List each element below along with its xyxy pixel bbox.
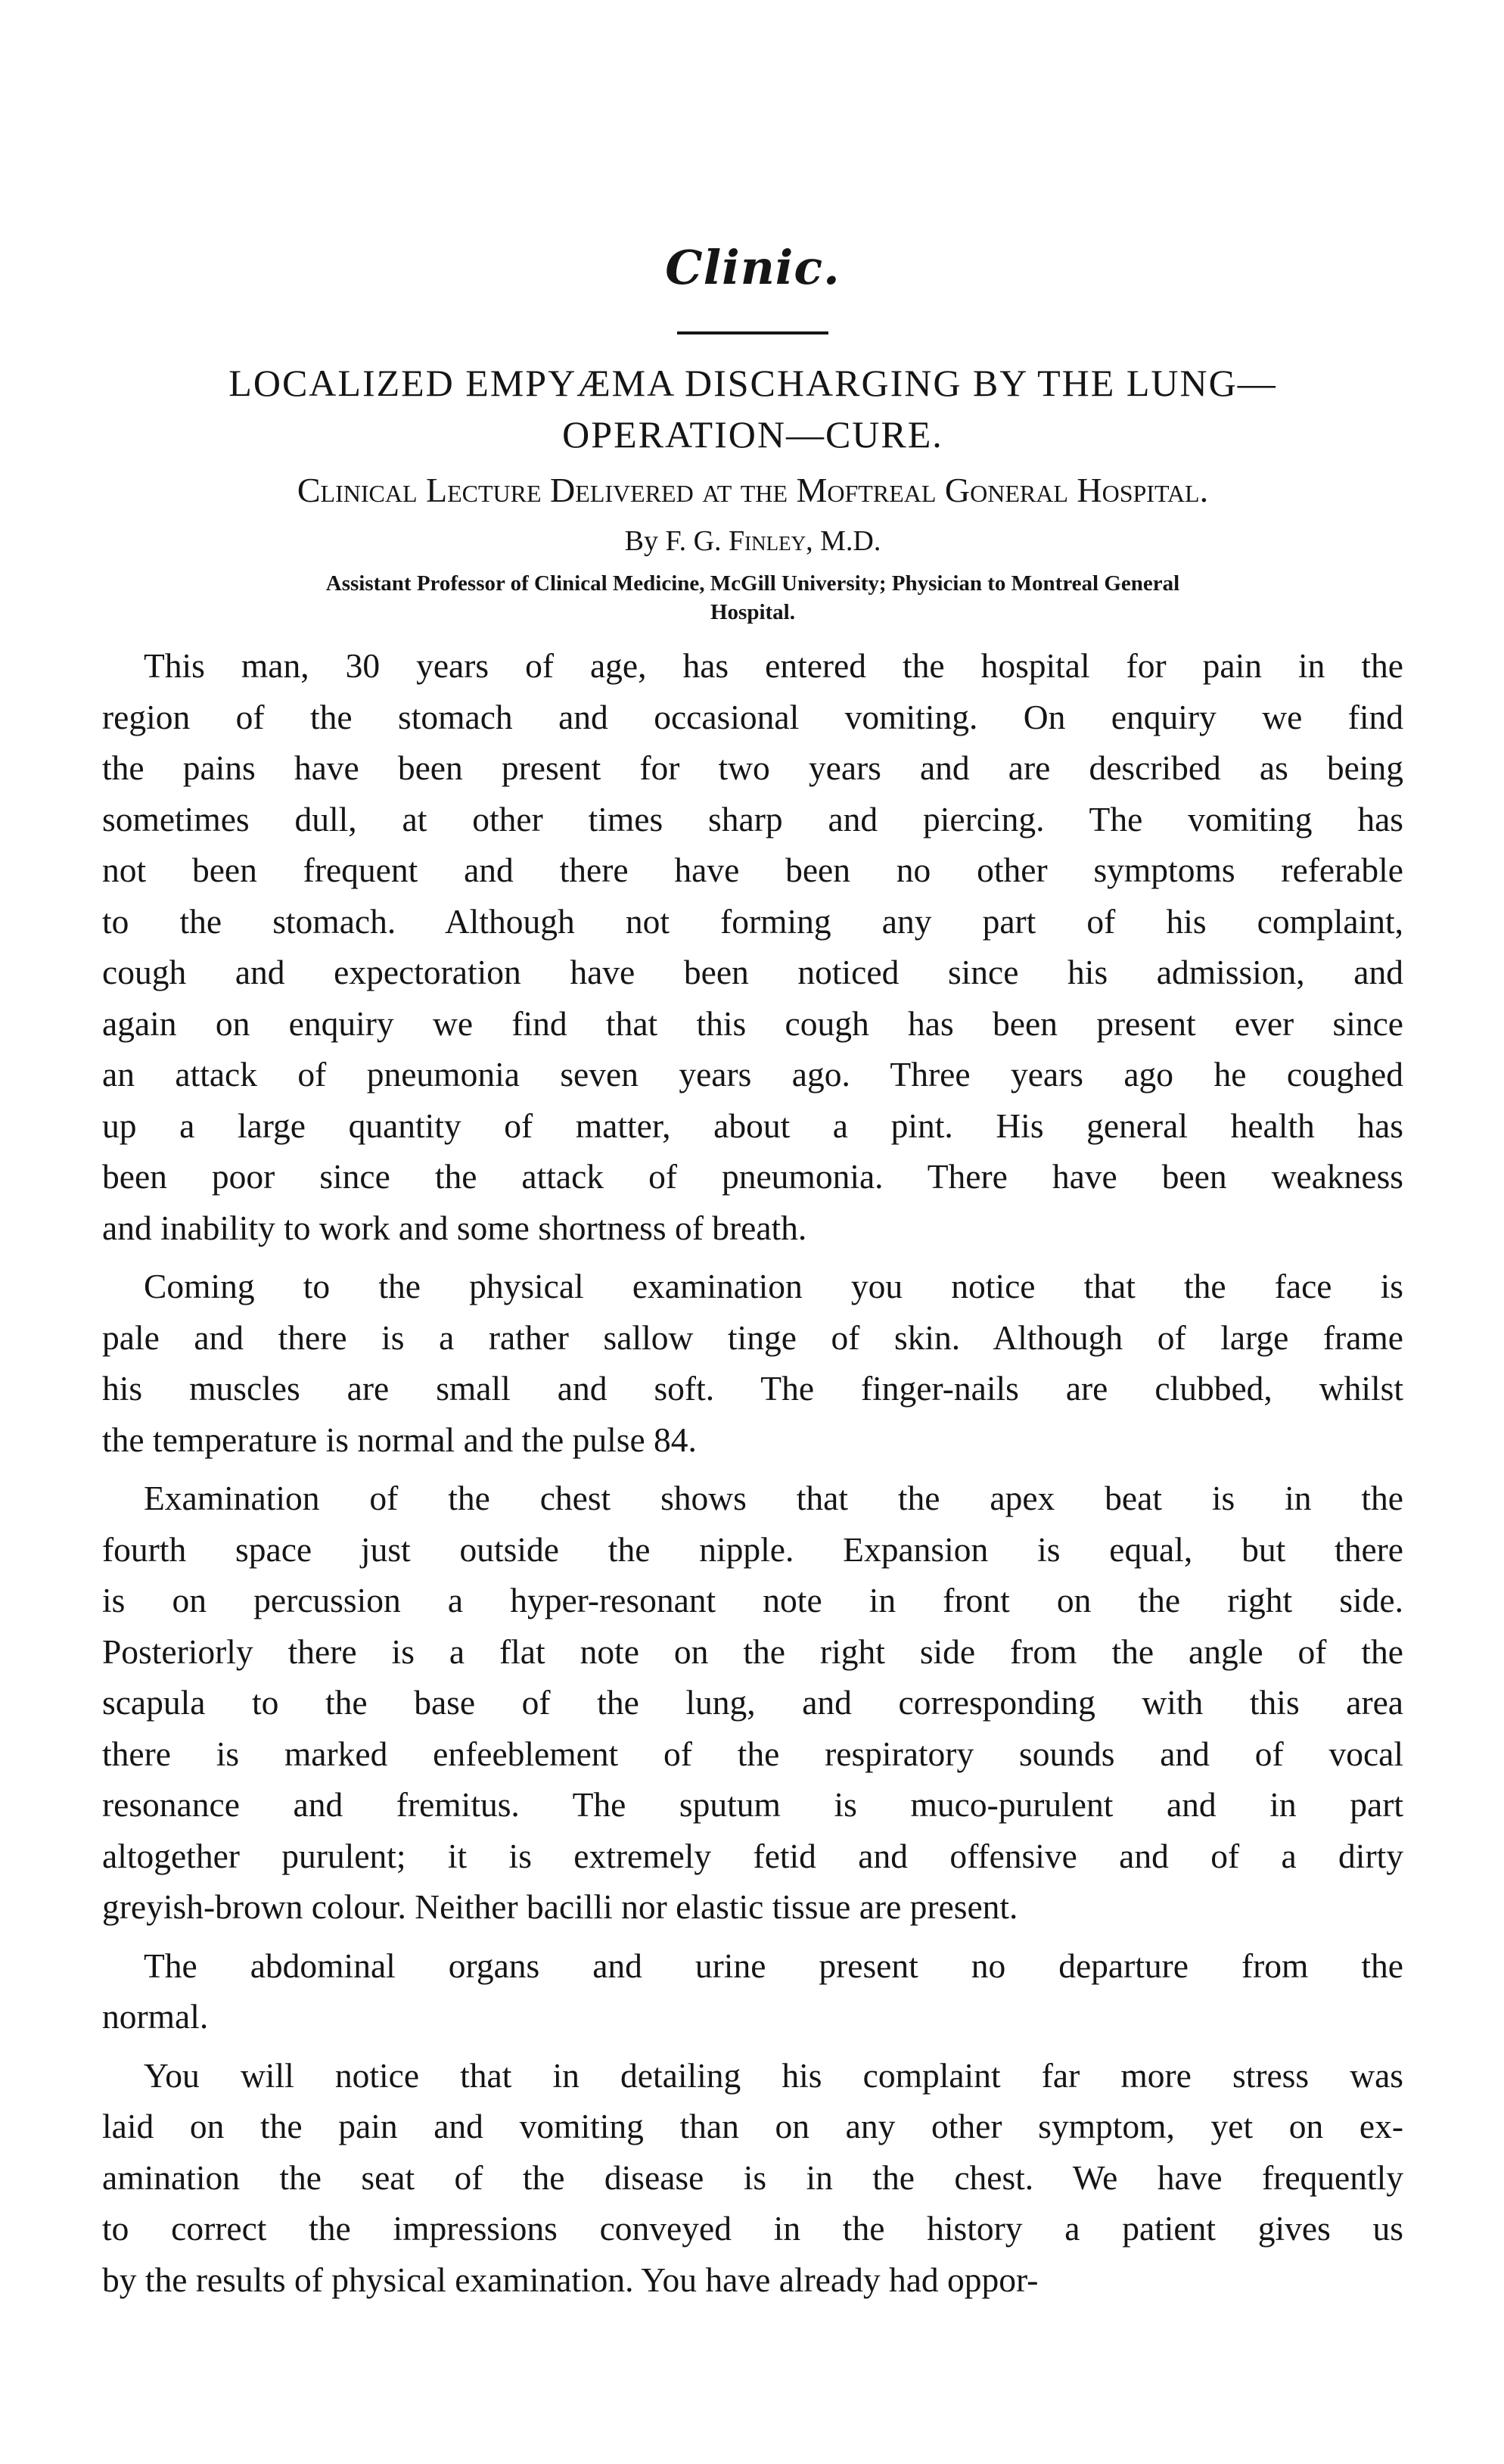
text-line: cough and expectoration have been noticed since his admission, and xyxy=(102,953,1403,992)
paragraph xyxy=(102,1261,1403,1465)
text-line: The abdominal organs and urine present no departure from the xyxy=(144,1946,1403,1985)
text-line: normal. xyxy=(102,1997,209,2036)
text-line: This man, 30 years of age, has entered the hospital for pain in the xyxy=(144,646,1403,686)
article-title-line1: LOCALIZED EMPYÆMA DISCHARGING BY THE LUNG— xyxy=(228,362,1277,405)
page xyxy=(102,242,1403,2305)
author-affiliation xyxy=(102,569,1403,627)
paragraph xyxy=(102,1473,1403,1933)
article-body xyxy=(102,640,1403,2305)
text-line: greyish-brown colour. Neither bacilli nor elastic tissue are present. xyxy=(102,1887,1018,1927)
text-line: an attack of pneumonia seven years ago. Three years ago he coughed xyxy=(102,1055,1403,1094)
byline-prefix: By xyxy=(624,525,658,558)
text-line: been poor since the attack of pneumonia. There have been weakness xyxy=(102,1157,1403,1196)
author-name: F. G. Finley, M.D. xyxy=(665,525,881,558)
paragraph xyxy=(102,1940,1403,2042)
text-line: altogether purulent; it is extremely fetid and offensive and of a dirty xyxy=(102,1836,1403,1875)
text-line: Posteriorly there is a flat note on the right side from the angle of the xyxy=(102,1632,1403,1671)
section-heading: Clinic. xyxy=(665,240,841,295)
text-line: by the results of physical examination. You have already had oppor- xyxy=(102,2260,1039,2299)
text-line: again on enquiry we find that this cough has been present ever since xyxy=(102,1003,1403,1043)
text-line: the temperature is normal and the pulse 84. xyxy=(102,1420,697,1459)
paragraph xyxy=(102,2050,1403,2306)
text-line: region of the stomach and occasional vomiting. On enquiry we find xyxy=(102,697,1403,736)
text-line: You will notice that in detailing his complaint far more stress was xyxy=(144,2055,1403,2095)
affiliation-line1: Assistant Professor of Clinical Medicine, McGill University; Physician to Montreal General xyxy=(325,571,1180,596)
text-line: to correct the impressions conveyed in the history a patient gives us xyxy=(102,2209,1403,2248)
paragraph xyxy=(102,640,1403,1253)
text-line: resonance and fremitus. The sputum is muco-purulent and in part xyxy=(102,1785,1403,1825)
text-line: up a large quantity of matter, about a pint. His general health has xyxy=(102,1106,1403,1145)
heading-rule xyxy=(677,331,828,334)
text-line: sometimes dull, at other times sharp and piercing. The vomiting has xyxy=(102,799,1403,838)
article-title-line2: OPERATION—CURE. xyxy=(562,413,943,456)
text-line: there is marked enfeeblement of the respiratory sounds and of vocal xyxy=(102,1734,1403,1773)
text-line: the pains have been present for two years and are described as being xyxy=(102,748,1403,788)
text-line: laid on the pain and vomiting than on any other symptom, yet on ex- xyxy=(102,2107,1403,2146)
text-line: his muscles are small and soft. The finger-nails are clubbed, whilst xyxy=(102,1369,1403,1408)
text-line: pale and there is a rather sallow tinge of skin. Although of large frame xyxy=(102,1318,1403,1357)
text-line: scapula to the base of the lung, and corresponding with this area xyxy=(102,1683,1403,1722)
text-line: is on percussion a hyper-resonant note in front on the right side. xyxy=(102,1581,1403,1620)
text-line: Coming to the physical examination you notice that the face is xyxy=(144,1267,1403,1306)
text-line: and inability to work and some shortness of breath. xyxy=(102,1208,807,1247)
byline xyxy=(102,521,1403,562)
article-subtitle: Clinical Lecture Delivered at the Moftreal Goneral Hospital. xyxy=(297,471,1209,510)
text-line: fourth space just outside the nipple. Expansion is equal, but there xyxy=(102,1529,1403,1569)
text-line: to the stomach. Although not forming any part of his complaint, xyxy=(102,901,1403,941)
affiliation-line2: Hospital. xyxy=(710,600,795,625)
text-line: amination the seat of the disease is in the chest. We have frequently xyxy=(102,2158,1403,2197)
text-line: Examination of the chest shows that the apex beat is in the xyxy=(144,1479,1403,1518)
text-line: not been frequent and there have been no other symptoms referable xyxy=(102,851,1403,890)
